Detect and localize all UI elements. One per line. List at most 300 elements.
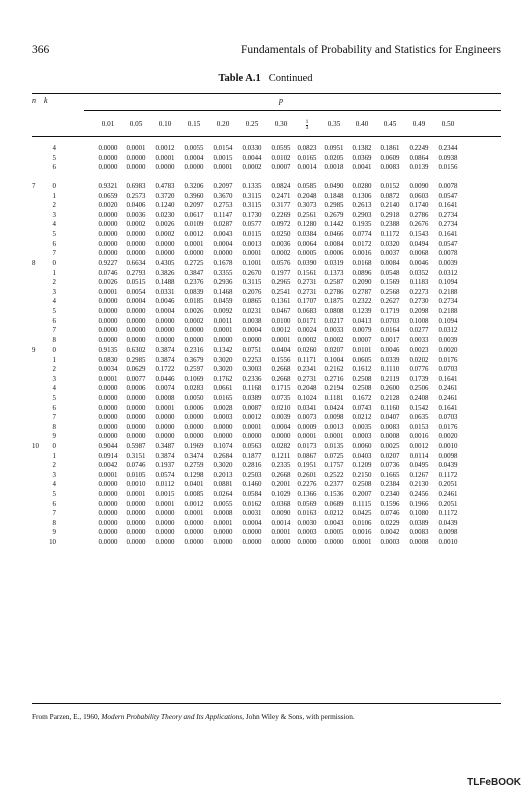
table-cell: 0.2676	[409, 221, 429, 229]
table-cell: 0.3679	[184, 356, 204, 364]
table-cell: 0.0000	[126, 308, 146, 315]
table-cell: 0.0105	[126, 471, 146, 479]
top-rule	[32, 93, 501, 94]
n-value: 9	[32, 347, 36, 354]
table-cell: 0.3206	[184, 183, 204, 190]
k-value: 9	[52, 529, 56, 537]
table-cell: 0.0320	[380, 240, 400, 248]
table-cell: 0.0054	[126, 288, 146, 296]
table-cell: 0.0000	[98, 154, 118, 162]
table-cell: 0.0000	[98, 298, 118, 306]
table-cell: 0.0115	[242, 231, 262, 238]
source-prefix: From Parzen, E., 1960,	[32, 712, 102, 721]
table-cell: 0.3847	[184, 269, 204, 277]
table-cell: 0.0078	[438, 250, 458, 258]
table-cell: 0.1641	[438, 231, 458, 238]
table-cell: 0.0000	[184, 164, 204, 172]
k-value: 1	[52, 192, 56, 200]
table-cell: 0.0001	[352, 539, 372, 546]
table-cell: 0.1171	[297, 356, 317, 364]
table-cell: 0.0001	[126, 145, 146, 152]
table-cell: 0.1848	[324, 192, 344, 200]
table-cell: 0.0001	[242, 423, 262, 431]
table-cell: 0.2734	[438, 221, 458, 229]
table-cell: 0.0003	[380, 539, 400, 546]
table-cell: 0.0000	[213, 250, 233, 258]
k-value: 1	[52, 356, 56, 364]
table-cell: 0.1094	[438, 317, 458, 325]
table-cell: 0.0231	[242, 308, 262, 315]
table-cell: 0.1969	[184, 443, 204, 450]
table-cell: 0.2051	[438, 500, 458, 508]
table-cell: 0.1596	[380, 500, 400, 508]
table-cell: 0.0014	[271, 519, 291, 527]
k-value: 6	[52, 317, 56, 325]
table-cell: 0.0563	[242, 443, 262, 450]
table-cell: 0.3874	[155, 347, 175, 354]
table-cell: 0.2522	[324, 471, 344, 479]
table-cell: 0.0424	[324, 404, 344, 412]
table-cell: 0.0030	[297, 519, 317, 527]
table-cell: 0.1757	[324, 462, 344, 470]
table-cell: 0.2128	[380, 395, 400, 402]
table-cell: 0.0217	[324, 317, 344, 325]
table-cell: 0.0312	[438, 269, 458, 277]
table-cell: 0.0012	[184, 500, 204, 508]
table-cell: 0.0577	[242, 221, 262, 229]
table-row	[32, 461, 502, 471]
table-cell: 0.0576	[271, 260, 291, 267]
table-cell: 0.0002	[126, 221, 146, 229]
table-cell: 0.1722	[155, 366, 175, 374]
table-cell: 0.0703	[380, 317, 400, 325]
table-cell: 0.2140	[380, 202, 400, 210]
table-cell: 0.0312	[438, 327, 458, 335]
table-cell: 0.0074	[155, 385, 175, 393]
table-cell: 0.0000	[126, 423, 146, 431]
table-cell: 0.1556	[271, 356, 291, 364]
table-cell: 0.0000	[155, 510, 175, 518]
table-cell: 0.0972	[271, 221, 291, 229]
table-cell: 0.0036	[271, 240, 291, 248]
table-cell: 0.0043	[324, 519, 344, 527]
table-cell: 0.2336	[242, 375, 262, 383]
table-cell: 0.0000	[155, 423, 175, 431]
table-cell: 0.0000	[126, 529, 146, 537]
column-header: 0.30	[274, 120, 288, 128]
table-cell: 0.0339	[380, 356, 400, 364]
table-cell: 0.0085	[184, 491, 204, 498]
table-cell: 0.0011	[213, 317, 233, 325]
table-cell: 0.0012	[184, 231, 204, 238]
table-cell: 0.0000	[184, 336, 204, 344]
table-cell: 0.0000	[98, 529, 118, 537]
table-cell: 0.2601	[297, 471, 317, 479]
table-cell: 0.1542	[409, 404, 429, 412]
table-row	[32, 240, 502, 250]
table-cell: 0.2730	[409, 298, 429, 306]
table-row	[32, 259, 502, 269]
table-cell: 0.2001	[271, 481, 291, 489]
k-value: 2	[52, 366, 56, 374]
table-cell: 0.2194	[324, 385, 344, 393]
table-cell: 0.0001	[271, 336, 291, 344]
table-cell: 0.0007	[352, 336, 372, 344]
table-cell: 0.0098	[438, 529, 458, 537]
table-cell: 0.3874	[155, 452, 175, 460]
table-cell: 0.0000	[98, 395, 118, 402]
table-cell: 0.0114	[409, 452, 429, 460]
k-value: 2	[52, 279, 56, 287]
table-cell: 0.1024	[297, 395, 317, 402]
table-row	[32, 528, 502, 538]
table-cell: 0.5987	[126, 443, 146, 450]
table-cell: 0.0000	[126, 519, 146, 527]
table-cell: 0.0098	[324, 414, 344, 422]
k-value: 3	[52, 211, 56, 219]
k-value: 7	[52, 510, 56, 518]
table-cell: 0.0384	[297, 231, 317, 238]
table-cell: 0.2269	[271, 211, 291, 219]
table-cell: 0.2322	[352, 298, 372, 306]
table-cell: 0.2316	[184, 347, 204, 354]
table-cell: 0.0078	[438, 183, 458, 190]
table-cell: 0.0896	[352, 269, 372, 277]
table-cell: 0.0407	[380, 414, 400, 422]
table-cell: 0.2461	[438, 395, 458, 402]
table-cell: 0.0595	[271, 145, 291, 152]
table-cell: 0.9044	[98, 443, 118, 450]
table-cell: 0.0352	[409, 269, 429, 277]
table-cell: 0.0000	[184, 433, 204, 441]
table-cell: 0.0881	[213, 481, 233, 489]
column-header: 0.40	[355, 120, 369, 128]
table-cell: 0.2090	[352, 279, 372, 287]
k-value: 5	[52, 231, 56, 238]
table-cell: 0.0077	[126, 375, 146, 383]
table-cell: 0.3115	[242, 192, 262, 200]
table-cell: 0.0515	[126, 279, 146, 287]
table-cell: 0.0171	[297, 317, 317, 325]
column-header: 0.50	[441, 120, 455, 128]
table-row	[32, 471, 502, 481]
table-cell: 0.0098	[438, 452, 458, 460]
k-value: 0	[52, 347, 56, 354]
table-cell: 0.0000	[98, 519, 118, 527]
table-cell: 0.0000	[184, 327, 204, 335]
table-row	[32, 452, 502, 462]
table-cell: 0.1160	[380, 404, 400, 412]
table-cell: 0.1029	[271, 491, 291, 498]
table-cell: 0.2013	[213, 471, 233, 479]
table-cell: 0.0746	[380, 510, 400, 518]
table-cell: 0.1172	[438, 510, 458, 518]
table-cell: 0.0010	[126, 481, 146, 489]
table-cell: 0.1951	[297, 462, 317, 470]
table-row	[32, 336, 502, 346]
table-cell: 0.2541	[271, 288, 291, 296]
table-row	[32, 144, 502, 154]
table-cell: 0.0000	[126, 404, 146, 412]
table-cell: 0.2613	[352, 202, 372, 210]
fraction-denominator: 3	[305, 125, 309, 131]
k-value: 10	[49, 539, 56, 546]
table-cell: 0.1719	[380, 308, 400, 315]
table-cell: 0.2162	[324, 366, 344, 374]
table-cell: 0.2725	[184, 260, 204, 267]
table-cell: 0.0319	[324, 260, 344, 267]
table-caption-text: Continued	[268, 73, 313, 84]
table-cell: 0.0018	[324, 164, 344, 172]
table-cell: 0.0277	[409, 327, 429, 335]
k-value: 6	[52, 404, 56, 412]
table-cell: 0.1110	[380, 366, 400, 374]
table-cell: 0.0914	[98, 452, 118, 460]
table-row	[32, 394, 502, 404]
table-cell: 0.0083	[380, 423, 400, 431]
table-row	[32, 356, 502, 366]
table-cell: 0.0001	[184, 240, 204, 248]
table-cell: 0.0079	[352, 327, 372, 335]
table-cell: 0.2731	[297, 279, 317, 287]
table-cell: 0.0000	[98, 317, 118, 325]
table-cell: 0.2340	[380, 491, 400, 498]
table-cell: 0.2597	[184, 366, 204, 374]
table-cell: 0.0106	[352, 519, 372, 527]
table-row	[32, 230, 502, 240]
table-cell: 0.0001	[98, 375, 118, 383]
column-header: 0.01	[101, 120, 115, 128]
table-cell: 0.1172	[438, 471, 458, 479]
table-cell: 0.0659	[98, 192, 118, 200]
table-cell: 0.0212	[352, 414, 372, 422]
table-cell: 0.2461	[438, 491, 458, 498]
table-cell: 0.1460	[242, 481, 262, 489]
table-cell: 0.1240	[155, 202, 175, 210]
table-cell: 0.0000	[98, 385, 118, 393]
table-cell: 0.0162	[242, 500, 262, 508]
source-suffix: , John Wiley & Sons, with permission.	[242, 712, 355, 721]
table-cell: 0.2508	[352, 481, 372, 489]
table-cell: 0.0060	[352, 443, 372, 450]
k-value: 6	[52, 240, 56, 248]
table-cell: 0.0009	[297, 423, 317, 431]
table-cell: 0.1762	[213, 375, 233, 383]
table-row	[32, 538, 502, 548]
table-cell: 0.0207	[324, 347, 344, 354]
table-cell: 0.3151	[126, 452, 146, 460]
table-cell: 0.0000	[98, 404, 118, 412]
table-cell: 0.2786	[324, 288, 344, 296]
table-cell: 0.0002	[297, 336, 317, 344]
column-header: 0.15	[187, 120, 201, 128]
table-cell: 0.2985	[324, 202, 344, 210]
table-cell: 0.1612	[352, 366, 372, 374]
table-cell: 0.0083	[380, 164, 400, 172]
table-cell: 0.0584	[242, 491, 262, 498]
table-cell: 0.0000	[297, 539, 317, 546]
table-cell: 0.0389	[242, 395, 262, 402]
table-cell: 0.0046	[380, 347, 400, 354]
table-cell: 0.1069	[184, 375, 204, 383]
table-cell: 0.0403	[352, 452, 372, 460]
table-row	[32, 442, 502, 452]
table-cell: 0.0001	[98, 471, 118, 479]
table-cell: 0.2679	[324, 211, 344, 219]
table-cell: 0.0000	[242, 433, 262, 441]
n-value: 8	[32, 260, 36, 267]
table-cell: 0.0100	[271, 317, 291, 325]
table-cell: 0.0585	[297, 183, 317, 190]
table-row	[32, 365, 502, 375]
table-cell: 0.1877	[242, 452, 262, 460]
table-row	[32, 278, 502, 288]
table-cell: 0.0001	[213, 519, 233, 527]
table-cell: 0.2377	[324, 481, 344, 489]
k-value: 6	[52, 500, 56, 508]
table-caption	[0, 73, 531, 84]
table-cell: 0.0039	[271, 414, 291, 422]
table-cell: 0.0024	[297, 327, 317, 335]
table-cell: 0.0751	[242, 347, 262, 354]
table-cell: 0.0000	[98, 221, 118, 229]
table-row	[32, 154, 502, 164]
k-value: 3	[52, 375, 56, 383]
table-cell: 0.3670	[213, 192, 233, 200]
table-cell: 0.0609	[380, 154, 400, 162]
table-cell: 0.0044	[242, 154, 262, 162]
table-cell: 0.1280	[297, 221, 317, 229]
table-row	[32, 413, 502, 423]
table-cell: 0.0774	[352, 231, 372, 238]
table-cell: 0.2276	[297, 481, 317, 489]
table-cell: 0.1342	[213, 347, 233, 354]
table-cell: 0.6634	[126, 260, 146, 267]
k-value: 5	[52, 308, 56, 315]
table-row	[32, 307, 502, 317]
table-cell: 0.0547	[438, 240, 458, 248]
table-cell: 0.0153	[409, 423, 429, 431]
table-cell: 0.0016	[409, 433, 429, 441]
bottom-rule	[32, 703, 501, 704]
table-cell: 0.2786	[409, 211, 429, 219]
table-cell: 0.0368	[271, 500, 291, 508]
table-cell: 0.0101	[352, 347, 372, 354]
column-header: 0.10	[158, 120, 172, 128]
p-label: p	[279, 96, 283, 105]
table-cell: 0.0000	[213, 529, 233, 537]
table-cell: 0.0459	[213, 298, 233, 306]
table-cell: 0.0000	[126, 414, 146, 422]
table-cell: 0.1172	[380, 231, 400, 238]
table-cell: 0.0038	[242, 317, 262, 325]
source-title: Modern Probability Theory and Its Applications	[101, 712, 243, 721]
table-cell: 0.0004	[242, 327, 262, 335]
table-cell: 0.0173	[297, 443, 317, 450]
table-cell: 0.0207	[380, 452, 400, 460]
table-cell: 0.2076	[242, 288, 262, 296]
table-cell: 0.0017	[380, 336, 400, 344]
table-cell: 0.0003	[352, 433, 372, 441]
table-label: Table A.1	[218, 73, 261, 84]
table-cell: 0.0341	[297, 404, 317, 412]
k-value: 7	[52, 327, 56, 335]
table-cell: 0.0617	[184, 211, 204, 219]
table-cell: 0.0000	[126, 164, 146, 172]
table-cell: 0.2627	[380, 298, 400, 306]
table-cell: 0.0034	[98, 366, 118, 374]
table-cell: 0.2508	[352, 385, 372, 393]
table-cell: 0.2341	[297, 366, 317, 374]
table-cell: 0.0001	[155, 154, 175, 162]
table-cell: 0.0635	[409, 414, 429, 422]
table-cell: 0.0000	[271, 539, 291, 546]
table-cell: 0.0446	[155, 375, 175, 383]
table-cell: 0.2344	[438, 145, 458, 152]
table-cell: 0.2376	[184, 279, 204, 287]
table-cell: 0.2188	[438, 308, 458, 315]
table-cell: 0.0000	[213, 423, 233, 431]
table-cell: 0.0000	[184, 519, 204, 527]
table-cell: 0.2048	[297, 385, 317, 393]
table-cell: 0.0401	[184, 481, 204, 489]
k-value: 0	[52, 183, 56, 190]
table-cell: 0.1335	[242, 183, 262, 190]
table-cell: 0.2506	[409, 385, 429, 393]
table-cell: 0.0000	[126, 327, 146, 335]
k-value: 5	[52, 491, 56, 498]
table-cell: 0.0466	[324, 231, 344, 238]
table-cell: 0.0000	[271, 433, 291, 441]
table-cell: 0.1875	[324, 298, 344, 306]
table-row	[32, 480, 502, 490]
table-cell: 0.0000	[213, 539, 233, 546]
table-cell: 0.0172	[352, 240, 372, 248]
table-cell: 0.0000	[155, 539, 175, 546]
fraction-numerator: 1	[305, 119, 309, 125]
table-cell: 0.2471	[271, 192, 291, 200]
table-cell: 0.0005	[324, 529, 344, 537]
table-cell: 0.0163	[297, 510, 317, 518]
table-row	[32, 297, 502, 307]
table-cell: 0.2985	[126, 356, 146, 364]
table-cell: 0.0230	[155, 211, 175, 219]
table-cell: 0.0004	[213, 240, 233, 248]
table-cell: 0.0001	[155, 404, 175, 412]
table-cell: 0.2668	[271, 471, 291, 479]
table-cell: 0.1966	[409, 500, 429, 508]
table-row	[32, 163, 502, 173]
k-value: 4	[52, 221, 56, 229]
table-cell: 0.0282	[271, 443, 291, 450]
table-cell: 0.0006	[184, 404, 204, 412]
table-cell: 0.0033	[324, 327, 344, 335]
table-cell: 0.0000	[126, 231, 146, 238]
table-cell: 0.0002	[242, 164, 262, 172]
table-cell: 0.2816	[242, 462, 262, 470]
table-cell: 0.0865	[242, 298, 262, 306]
k-value: 2	[52, 462, 56, 470]
table-cell: 0.2503	[242, 471, 262, 479]
table-cell: 0.0000	[184, 539, 204, 546]
table-cell: 0.0012	[271, 327, 291, 335]
table-cell: 0.0000	[98, 211, 118, 219]
table-cell: 0.1361	[271, 298, 291, 306]
table-cell: 0.0000	[98, 491, 118, 498]
table-cell: 0.2668	[271, 366, 291, 374]
table-cell: 0.3177	[271, 202, 291, 210]
table-cell: 0.0000	[98, 327, 118, 335]
